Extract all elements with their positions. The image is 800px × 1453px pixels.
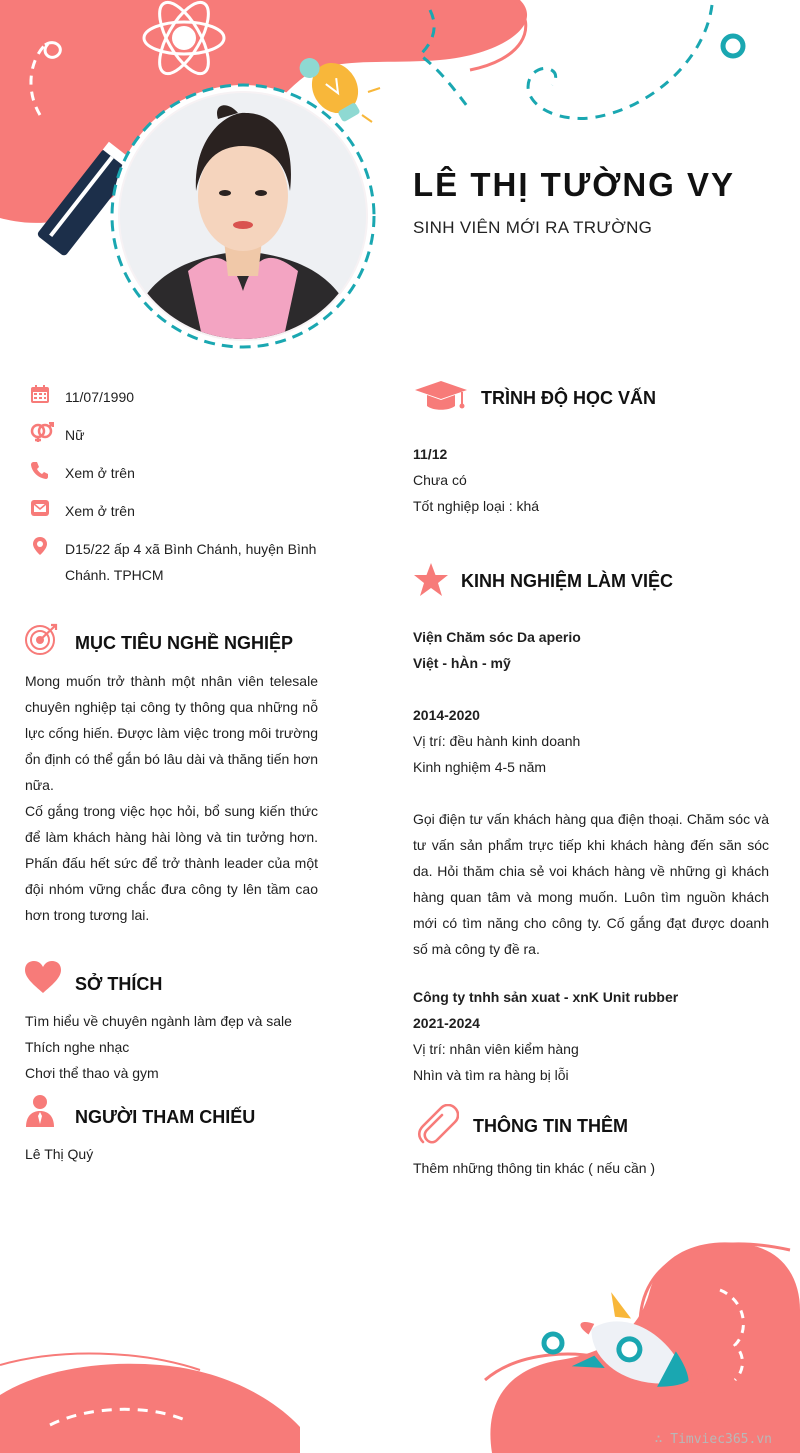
- user-icon: [25, 1094, 55, 1128]
- email-icon: [30, 498, 50, 518]
- job-company: Viện Chăm sóc Da aperio: [413, 629, 581, 645]
- calendar-icon: [30, 384, 50, 404]
- references-text: Lê Thị Quý: [25, 1146, 94, 1162]
- paperclip-icon: [415, 1104, 459, 1146]
- full-name: LÊ THỊ TƯỜNG VY: [413, 166, 736, 203]
- experience-job-1: [413, 624, 769, 962]
- gender-icon: [30, 422, 54, 442]
- additional-text: Thêm những thông tin khác ( nếu cần ): [413, 1160, 656, 1176]
- hobbies-title: SỞ THÍCH: [75, 974, 163, 994]
- objective-text: [25, 668, 318, 928]
- heart-icon: [24, 960, 62, 994]
- job-period: 2021-2024: [413, 1015, 480, 1031]
- experience-job-2: [413, 984, 769, 1088]
- job-description: Gọi điện tư vấn khách hàng qua điện thoại. Chăm sóc và tư vấn sản phẩm trực tiếp khi khách hàng đến săn sóc da. Hỏi thăm chia sẻ voi khách hàng về những gì khách hàng quan tâm và mong muốn. Luôn tìm nguồn khách mới có tìm năng cho công ty. Cố gắng đạt được doanh số mà công ty đề ra.: [413, 811, 769, 957]
- contact-email: [30, 498, 325, 524]
- job-position: Vị trí: nhân viên kiểm hàng: [413, 1041, 579, 1057]
- job-title: SINH VIÊN MỚI RA TRƯỜNG: [413, 218, 653, 237]
- job-company-sub: Việt - hÀn - mỹ: [413, 655, 511, 671]
- gender-value: Nữ: [65, 427, 85, 443]
- objective-paragraph-2: Cố gắng trong việc học hỏi, bổ sung kiến thức để làm khách hàng hài lòng và tin tưởng hơn. Phấn đấu hết sức để trở thành leader của một đội nhóm vững chắc đưa công ty lên tầm cao hơn trong tương lai.: [25, 803, 318, 923]
- contact-dob: [30, 384, 325, 410]
- email-value: Xem ở trên: [65, 503, 135, 519]
- footer-decoration: [0, 1220, 800, 1453]
- experience-title: KINH NGHIỆM LÀM VIỆC: [461, 571, 674, 591]
- job-position: Vị trí: đều hành kinh doanh: [413, 733, 581, 749]
- phone-value: Xem ở trên: [65, 465, 135, 481]
- job-period: 2014-2020: [413, 707, 480, 723]
- target-icon: [24, 622, 60, 656]
- education-details: [413, 441, 773, 519]
- watermark: ∴ Timviec365.vn: [654, 1432, 772, 1447]
- objective-title: MỤC TIÊU NGHỀ NGHIỆP: [75, 633, 294, 653]
- contact-address: [30, 536, 325, 588]
- location-pin-icon: [30, 536, 50, 556]
- job-note: Kinh nghiệm 4-5 năm: [413, 759, 547, 775]
- graduation-cap-icon: [413, 380, 469, 414]
- objective-paragraph-1: Mong muốn trở thành một nhân viên telesale chuyên nghiệp tại công ty thông qua những nỗ lực cống hiến. Được làm việc trong môi trường ổn định có thể gắn bó lâu dài và thăng tiến hơn nữa.: [25, 673, 318, 793]
- references-title: NGƯỜI THAM CHIẾU: [75, 1107, 256, 1127]
- job-company: Công ty tnhh sản xuat - xnK Unit rubber: [413, 989, 679, 1005]
- education-period: 11/12: [413, 446, 448, 462]
- phone-icon: [30, 460, 50, 480]
- hobby-item: Chơi thể thao và gym: [25, 1065, 159, 1081]
- education-school: Chưa có: [413, 472, 467, 488]
- avatar: [118, 91, 368, 341]
- star-icon: [413, 562, 449, 598]
- hobby-item: Tìm hiểu về chuyên ngành làm đẹp và sale: [25, 1013, 292, 1029]
- education-title: TRÌNH ĐỘ HỌC VẤN: [481, 388, 656, 408]
- contact-gender: [30, 422, 325, 448]
- hobbies-list: [25, 1008, 325, 1086]
- hobby-item: Thích nghe nhạc: [25, 1039, 130, 1055]
- additional-title: THÔNG TIN THÊM: [473, 1116, 628, 1136]
- job-note: Nhìn và tìm ra hàng bị lỗi: [413, 1067, 569, 1083]
- contact-phone: [30, 460, 325, 486]
- education-detail: Tốt nghiệp loại : khá: [413, 498, 540, 514]
- address-value: D15/22 ấp 4 xã Bình Chánh, huyện Bình Chánh. TPHCM: [65, 541, 317, 583]
- dob-value: 11/07/1990: [65, 389, 135, 405]
